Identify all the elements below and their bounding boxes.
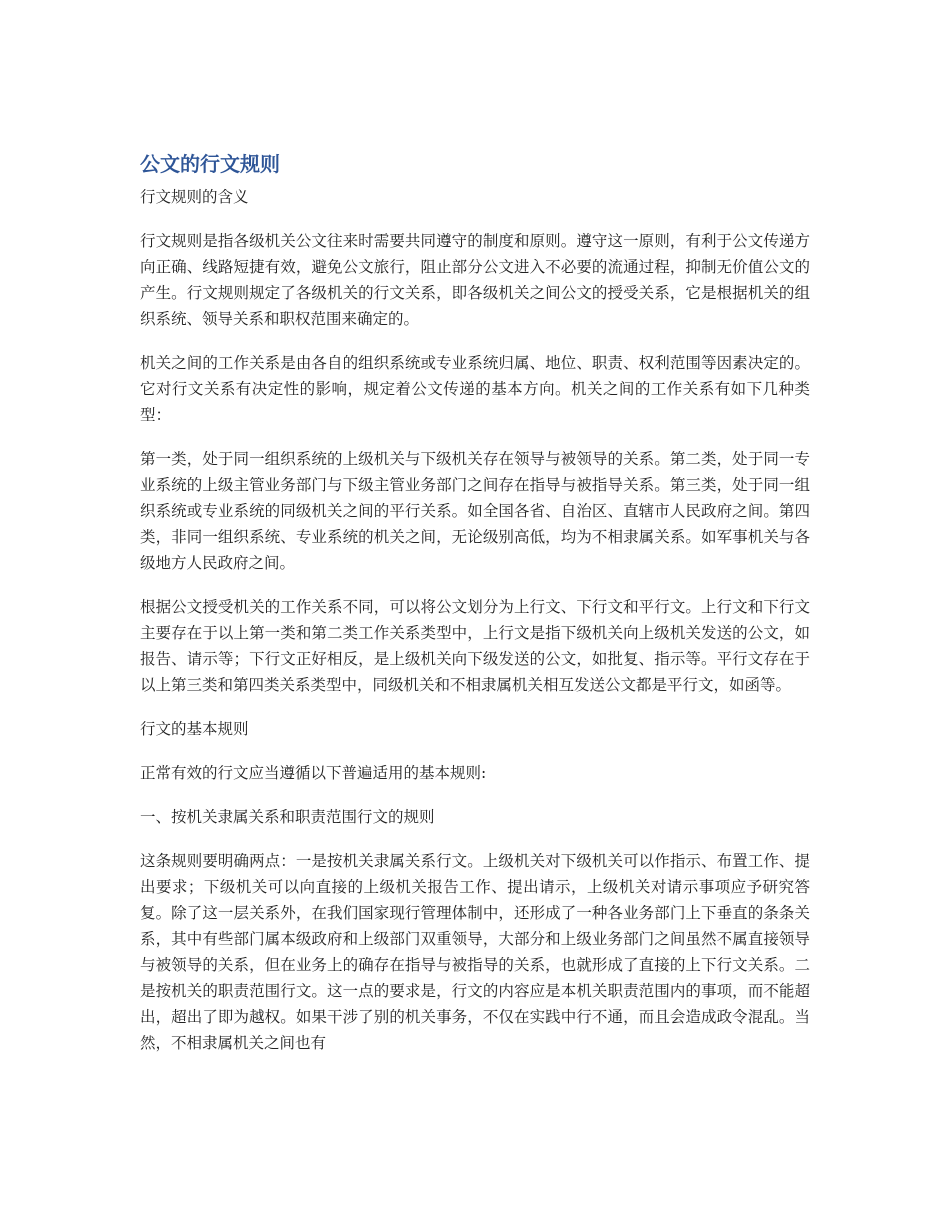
section-heading-basic-rules: 行文的基本规则	[140, 720, 249, 738]
rule-heading-1: 一、按机关隶属关系和职责范围行文的规则	[140, 808, 435, 826]
paragraph-relation-types: 第一类，处于同一组织系统的上级机关与下级机关存在领导与被领导的关系。第二类，处于同一专业系统的上级主管业务部门与下级主管业务部门之间存在指导与被指导关系。第三类，处于同一组织系统或专业系统的同级机关之间的平行关系。如全国各省、自治区、直辖市人民政府之间。第四类，非同一组织系统、专业系统的机关之间，无论级别高低，均为不相隶属关系。如军事机关与各级地方人民政府之间。	[140, 450, 810, 572]
document-subtitle: 行文规则的含义	[140, 188, 249, 206]
section-intro: 正常有效的行文应当遵循以下普遍适用的基本规则:	[140, 764, 487, 782]
document-title: 公文的行文规则	[140, 152, 280, 176]
paragraph-definition: 行文规则是指各级机关公文往来时需要共同遵守的制度和原则。遵守这一原则，有利于公文传递方向正确、线路短捷有效，避免公文旅行，阻止部分公文进入不必要的流通过程，抑制无价值公文的产生。行文规则规定了各级机关的行文关系，即各级机关之间公文的授受关系，它是根据机关的组织系统、领导关系和职权范围来确定的。	[140, 232, 810, 328]
paragraph-rule-1: 这条规则要明确两点：一是按机关隶属关系行文。上级机关对下级机关可以作指示、布置工作、提出要求；下级机关可以向直接的上级机关报告工作、提出请示，上级机关对请示事项应予研究答复。除了这一层关系外，在我们国家现行管理体制中，还形成了一种各业务部门上下垂直的条条关系，其中有些部门属本级政府和上级部门双重领导，大部分和上级业务部门之间虽然不属直接领导与被领导的关系，但在业务上的确存在指导与被指导的关系，也就形成了直接的上下行文关系。二是按机关的职责范围行文。这一点的要求是，行文的内容应是本机关职责范围内的事项，而不能超出，超出了即为越权。如果干涉了别的机关事务，不仅在实践中行不通，而且会造成政令混乱。当然，不相隶属机关之间也有	[140, 852, 810, 1052]
paragraph-work-relations: 机关之间的工作关系是由各自的组织系统或专业系统归属、地位、职责、权利范围等因素决定的。它对行文关系有决定性的影响，规定着公文传递的基本方向。机关之间的工作关系有如下几种类型：	[140, 354, 810, 424]
paragraph-document-directions: 根据公文授受机关的工作关系不同，可以将公文划分为上行文、下行文和平行文。上行文和下行文主要存在于以上第一类和第二类工作关系类型中，上行文是指下级机关向上级机关发送的公文，如报告、请示等；下行文正好相反，是上级机关向下级发送的公文，如批复、指示等。平行文存在于以上第三类和第四类关系类型中，同级机关和不相隶属机关相互发送公文都是平行文，如函等。	[140, 598, 810, 694]
document-page	[140, 150, 810, 1056]
